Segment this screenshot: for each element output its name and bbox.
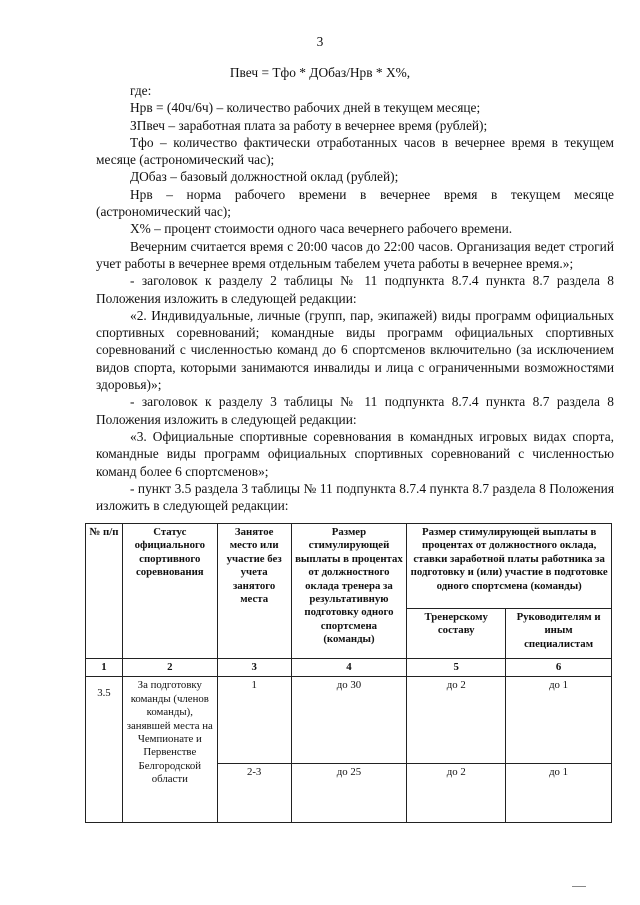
column-number: 2	[122, 659, 217, 677]
row-managers: до 1	[506, 677, 612, 764]
header-status: Статус официального спортивного соревнования	[122, 524, 217, 659]
row-managers: до 1	[506, 764, 612, 823]
definition-where: где:	[130, 83, 152, 98]
stimulus-table	[85, 523, 612, 823]
row-coaches: до 2	[407, 764, 506, 823]
paragraph-section2-heading-note: - заголовок к разделу 2 таблицы № 11 подпункта 8.7.4 пункта 8.7 раздела 8 Положения изложить в следующей редакции:	[96, 273, 614, 306]
row-size: до 25	[291, 764, 407, 823]
column-number: 6	[506, 659, 612, 677]
column-number: 3	[217, 659, 291, 677]
document-body	[96, 82, 614, 514]
row-size: до 30	[291, 677, 407, 764]
definition-x-percent: Х% – процент стоимости одного часа вечернего рабочего времени.	[130, 221, 513, 237]
table-row	[86, 677, 612, 764]
column-number: 4	[291, 659, 407, 677]
definition-tfo: Тфо – количество фактически отработанных часов в вечернее время в текущем месяце (астрономический час);	[96, 134, 614, 168]
header-coaches: Тренерскому составу	[407, 609, 506, 659]
header-size: Размер стимулирующей выплаты в процентах от должностного оклада тренера за результативную подготовку одного спортсмена (команды)	[291, 524, 407, 659]
paragraph-section3-text: «3. Официальные спортивные соревнования в командных игровых видах спорта, командные виды программ официальных спортивных соревнований с численностью команд более 6 спортсменов»;	[96, 428, 614, 479]
formula: Пвеч = Тфо * ДОбаз/Нрв * Х%,	[229, 65, 411, 80]
row-place: 1	[217, 677, 291, 764]
item-number: 3.5	[86, 677, 123, 823]
header-managers: Руководителям и иным специалистам	[506, 609, 612, 659]
paragraph-item35-note: - пункт 3.5 раздела 3 таблицы № 11 подпункта 8.7.4 пункта 8.7 раздела 8 Положения изложить в следующей редакции:	[96, 480, 614, 514]
paragraph-section2-text: «2. Индивидуальные, личные (групп, пар, экипажей) виды программ официальных спортивных соревнований; командные виды программ официальных спортивных соревнований с численностью команд до 6 спортсменов включительно (за исключением видов спорта, которыми занимаются инвалиды и лица с ограниченными возможностями здоровья)»;	[96, 307, 614, 393]
page-number: 3	[316, 34, 324, 49]
pen-mark	[572, 882, 586, 887]
header-size-group: Размер стимулирующей выплаты в процентах от должностного оклада, ставки заработной платы работника за подготовку и (или) участие в подготовке одного спортсмена (команды)	[407, 524, 612, 609]
definition-dobaz: ДОбаз – базовый должностной оклад (рублей);	[130, 169, 399, 185]
paragraph-section3-heading-note: - заголовок к разделу 3 таблицы № 11 подпункта 8.7.4 пункта 8.7 раздела 8 Положения изложить в следующей редакции:	[96, 394, 614, 427]
header-place: Занятое место или участие без учета занятого места	[217, 524, 291, 659]
definition-nrv-days: Нрв = (40ч/6ч) – количество рабочих дней в текущем месяце;	[130, 100, 481, 116]
column-number: 1	[86, 659, 123, 677]
row-coaches: до 2	[407, 677, 506, 764]
row-place: 2-3	[217, 764, 291, 823]
column-number-row	[86, 659, 612, 677]
header-num: № п/п	[86, 524, 123, 659]
column-number: 5	[407, 659, 506, 677]
item-status: За подготовку команды (членов команды), занявшей места на Чемпионате и Первенстве Белгородской области	[122, 677, 217, 823]
definition-zpvech: ЗПвеч – заработная плата за работу в вечернее время (рублей);	[130, 117, 488, 133]
paragraph-evening-time: Вечерним считается время с 20:00 часов до 22:00 часов. Организация ведет строгий учет работы в вечернее время отдельным табелем учета работы в вечернее время.»;	[96, 238, 614, 271]
definition-nrv-norm: Нрв – норма рабочего времени в вечернее время в текущем месяце (астрономический час);	[96, 186, 614, 220]
